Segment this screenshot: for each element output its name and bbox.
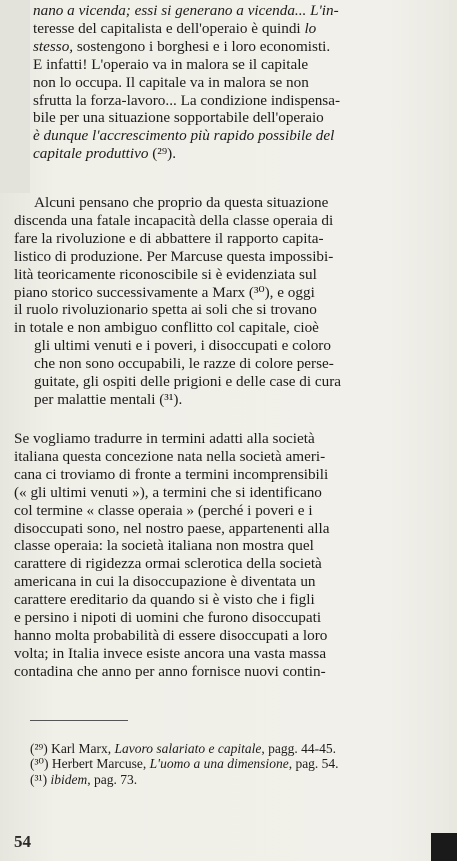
- text-line: per malattie mentali (³¹).: [34, 390, 183, 408]
- text-line: sfrutta la forza-lavoro... La condizione indispensa-: [33, 91, 341, 109]
- text-line: americana in cui la disoccupazione è diventata un: [14, 573, 316, 591]
- text-line: disoccupati sono, nel nostro paese, appartenenti alla: [14, 519, 330, 537]
- text-line: guitate, gli ospiti delle prigioni e delle case di cura: [34, 373, 342, 391]
- text-line: non lo occupa. Il capitale va in malora se non: [33, 73, 309, 91]
- text-line: Se vogliamo tradurre in termini adatti alla società: [14, 430, 315, 447]
- text-line: in totale e non ambiguo conflitto col capitale, cioè: [14, 319, 319, 337]
- text-line: listico di produzione. Per Marcuse questa impossibi-: [14, 247, 334, 265]
- text-line: hanno molta probabilità di essere disoccupati a loro: [14, 626, 328, 644]
- text-line: E infatti! L'operaio va in malora se il capitale: [33, 55, 309, 73]
- page-number: 54: [14, 832, 31, 851]
- text-line: piano storico successivamente a Marx (³⁰), e oggi: [14, 283, 315, 301]
- page-shadow: [0, 0, 30, 193]
- quote-block: [33, 2, 444, 163]
- footnote-30: (³⁰) Herbert Marcuse, L'uomo a una dimensione, pag. 54.: [30, 756, 339, 772]
- text-line: discenda una fatale incapacità della classe operaia di: [14, 211, 334, 229]
- text-line: è dunque l'accrescimento più rapido possibile del: [33, 127, 335, 145]
- text-line: Alcuni pensano che proprio da questa situazione: [34, 194, 329, 211]
- paragraph-2: [14, 430, 444, 681]
- text-line: volta; in Italia invece esiste ancora una vasta massa: [14, 644, 327, 662]
- footnote-31: (³¹) ibidem, pag. 73.: [30, 771, 138, 787]
- text-line: lità teoricamente riconoscibile si è evidenziata sul: [14, 265, 317, 283]
- text-line: stesso, sostengono i borghesi e i loro economisti.: [33, 37, 331, 55]
- text-line: capitale produttivo (²⁹).: [33, 145, 176, 163]
- text-line: carattere ereditario da quando si è visto che i figli: [14, 591, 315, 609]
- text-line: italiana questa concezione nata nella società ameri-: [14, 447, 326, 465]
- corner-marker: [431, 833, 457, 861]
- text-line: carattere di rigidezza ormai sclerotica della società: [14, 555, 322, 573]
- text-line: bile per una situazione sopportabile dell'operaio: [33, 109, 324, 127]
- paragraph-1: [14, 194, 444, 409]
- page-edge: [449, 0, 457, 861]
- text-line: teresse del capitalista e dell'operaio è quindi lo: [33, 19, 317, 37]
- text-line: il ruolo rivoluzionario spetta ai soli che si trovano: [14, 301, 317, 319]
- text-line: cana ci troviamo di fronte a termini incomprensibili: [14, 465, 329, 483]
- footnotes: [30, 741, 444, 787]
- footnote-29: (²⁹) Karl Marx, Lavoro salariato e capitale, pagg. 44-45.: [30, 741, 336, 756]
- text-line: classe operaia: la società italiana non mostra quel: [14, 537, 314, 555]
- text-line: gli ultimi venuti e i poveri, i disoccupati e coloro: [34, 337, 331, 355]
- text-line: contadina che anno per anno fornisce nuovi contin-: [14, 662, 326, 680]
- text-line: e persino i nipoti di uomini che furono disoccupati: [14, 609, 322, 627]
- text-line: (« gli ultimi venuti »), a termini che si identificano: [14, 483, 322, 501]
- text-line: che non sono occupabili, le razze di colore perse-: [34, 355, 334, 373]
- text-line: nano a vicenda; essi si generano a vicenda... L'in-: [33, 2, 339, 19]
- footnote-divider: [30, 720, 128, 721]
- text-line: fare la rivoluzione e di abbattere il rapporto capita-: [14, 229, 324, 247]
- text-line: col termine « classe operaia » (perché i poveri e i: [14, 501, 313, 519]
